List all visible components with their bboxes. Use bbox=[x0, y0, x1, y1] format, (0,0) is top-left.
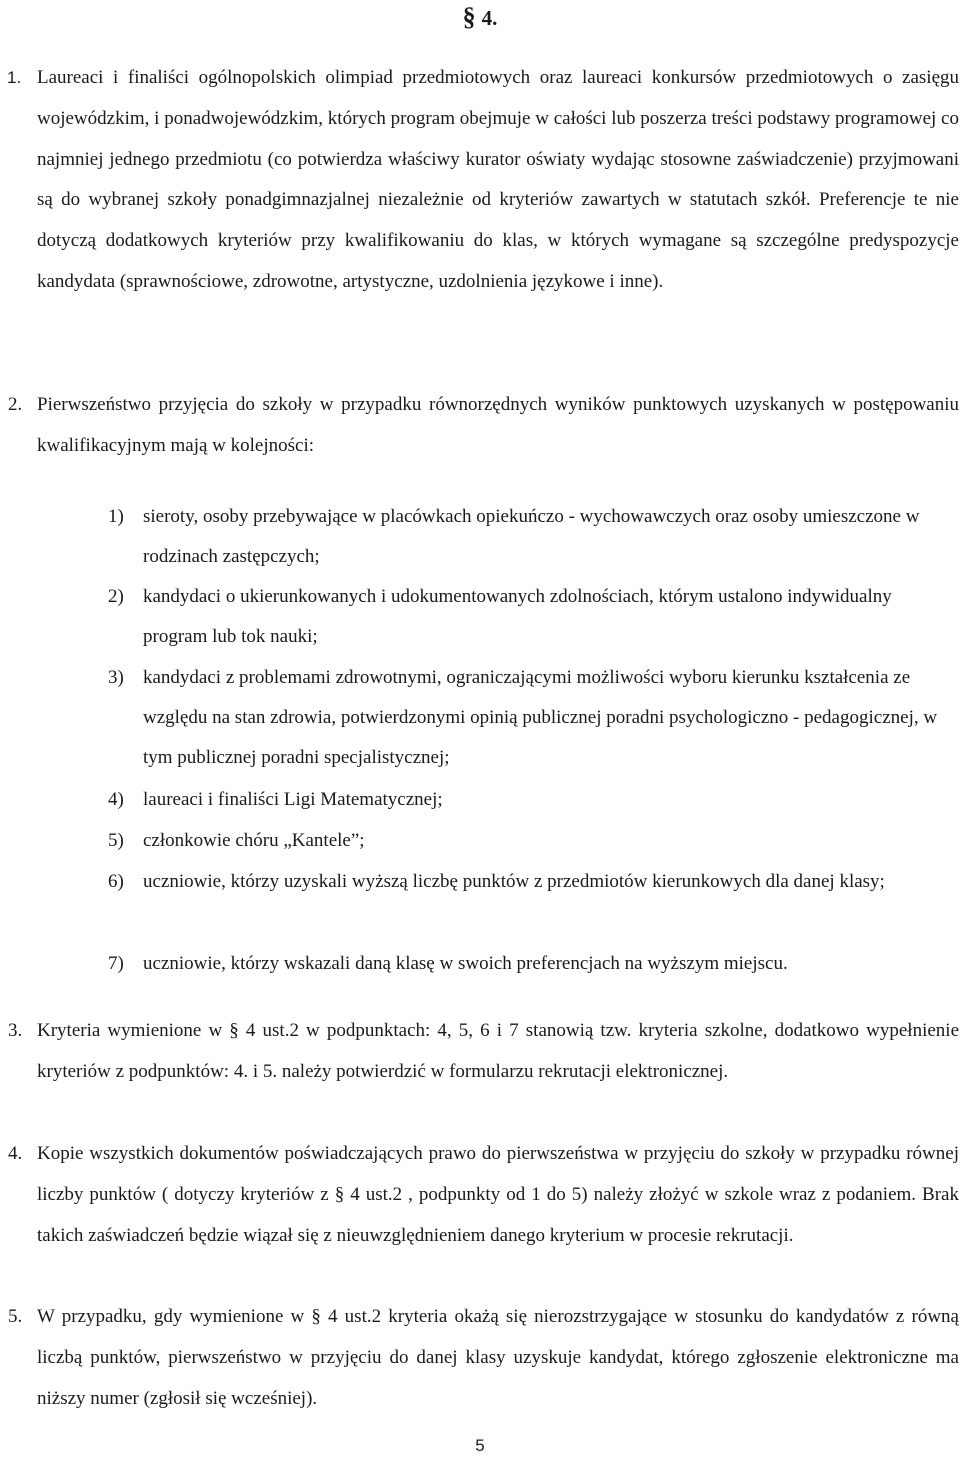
list-item-1-number: 1) bbox=[108, 506, 124, 527]
list-item-2: kandydaci o ukierunkowanych i udokumentowanych zdolnościach, którym ustalono indywidualny program lub tok nauki; bbox=[143, 586, 892, 648]
list-item-6: uczniowie, którzy uzyskali wyższą liczbę punktów z przedmiotów kierunkowych dla danej klasy; bbox=[143, 871, 885, 892]
paragraph-3: Kryteria wymienione w § 4 ust.2 w podpunktach: 4, 5, 6 i 7 stanowią tzw. kryteria szkolne, dodatkowo wypełnienie kryteriów z podpunktów: 4. i 5. należy potwierdzić w formularzu rekrutacji elektronicznej. bbox=[37, 1020, 959, 1082]
list-item-7: uczniowie, którzy wskazali daną klasę w swoich preferencjach na wyższym miejscu. bbox=[143, 953, 788, 974]
page-number: 5 bbox=[475, 1436, 485, 1455]
list-item-3: kandydaci z problemami zdrowotnymi, ograniczającymi możliwości wyboru kierunku kształcenia ze względu na stan zdrowia, potwierdzonymi opinią publicznej poradni psychologiczno - pedagogicznej, w tym publicznej poradni specjalistycznej; bbox=[143, 667, 938, 769]
paragraph-3-number: 3. bbox=[8, 1020, 23, 1041]
list-item-4: laureaci i finaliści Ligi Matematycznej; bbox=[143, 789, 443, 810]
paragraph-5: W przypadku, gdy wymienione w § 4 ust.2 kryteria okażą się nierozstrzygające w stosunku do kandydatów z równą liczbą punktów, pierwszeństwo w przyjęciu do danej klasy uzyskuje kandydat, którego zgłoszenie elektroniczne ma niższy numer (zgłosił się wcześniej). bbox=[37, 1306, 959, 1409]
list-item-3-number: 3) bbox=[108, 667, 124, 688]
paragraph-2: Pierwszeństwo przyjęcia do szkoły w przypadku równorzędnych wyników punktowych uzyskanych w postępowaniu kwalifikacyjnym mają w kolejności: bbox=[37, 394, 959, 456]
paragraph-1-number: 1. bbox=[7, 68, 22, 87]
paragraph-2-number: 2. bbox=[8, 394, 23, 415]
paragraph-4-number: 4. bbox=[8, 1143, 23, 1164]
list-item-7-number: 7) bbox=[108, 953, 124, 974]
paragraph-4: Kopie wszystkich dokumentów poświadczających prawo do pierwszeństwa w przyjęciu do szkoły w przypadku równej liczby punktów ( dotyczy kryteriów z § 4 ust.2 , podpunkty od 1 do 5) należy złożyć w szkole wraz z podaniem. Brak takich zaświadczeń będzie wiązał się z nieuwzględnieniem danego kryterium w procesie rekrutacji. bbox=[37, 1143, 959, 1246]
section-number: 4. bbox=[481, 6, 498, 30]
list-item-1: sieroty, osoby przebywające w placówkach opiekuńczo - wychowawczych oraz osoby umieszczone w rodzinach zastępczych; bbox=[143, 506, 920, 568]
list-item-5-number: 5) bbox=[108, 830, 124, 851]
list-item-2-number: 2) bbox=[108, 586, 124, 607]
paragraph-1: Laureaci i finaliści ogólnopolskich olimpiad przedmiotowych oraz laureaci konkursów przedmiotowych o zasięgu wojewódzkim, i ponadwojewódzkim, których program obejmuje w całości lub poszerza treści podstawy programowej co najmniej jednego przedmiotu (co potwierdza właściwy kurator oświaty wydając stosowne zaświadczenie) przyjmowani są do wybranej szkoły ponadgimnazjalnej niezależnie od kryteriów zawartych w statutach szkół. Preferencje te nie dotyczą dodatkowych kryteriów przy kwalifikowaniu do klas, w których wymagane są szczególne predyspozycje kandydata (sprawnościowe, zdrowotne, artystyczne, uzdolnienia językowe i inne). bbox=[37, 67, 959, 292]
section-sign: § bbox=[462, 2, 476, 31]
list-item-5: członkowie chóru „Kantele”; bbox=[143, 830, 365, 851]
list-item-6-number: 6) bbox=[108, 871, 124, 892]
section-heading bbox=[0, 2, 960, 32]
list-item-4-number: 4) bbox=[108, 789, 124, 810]
paragraph-5-number: 5. bbox=[8, 1306, 23, 1327]
